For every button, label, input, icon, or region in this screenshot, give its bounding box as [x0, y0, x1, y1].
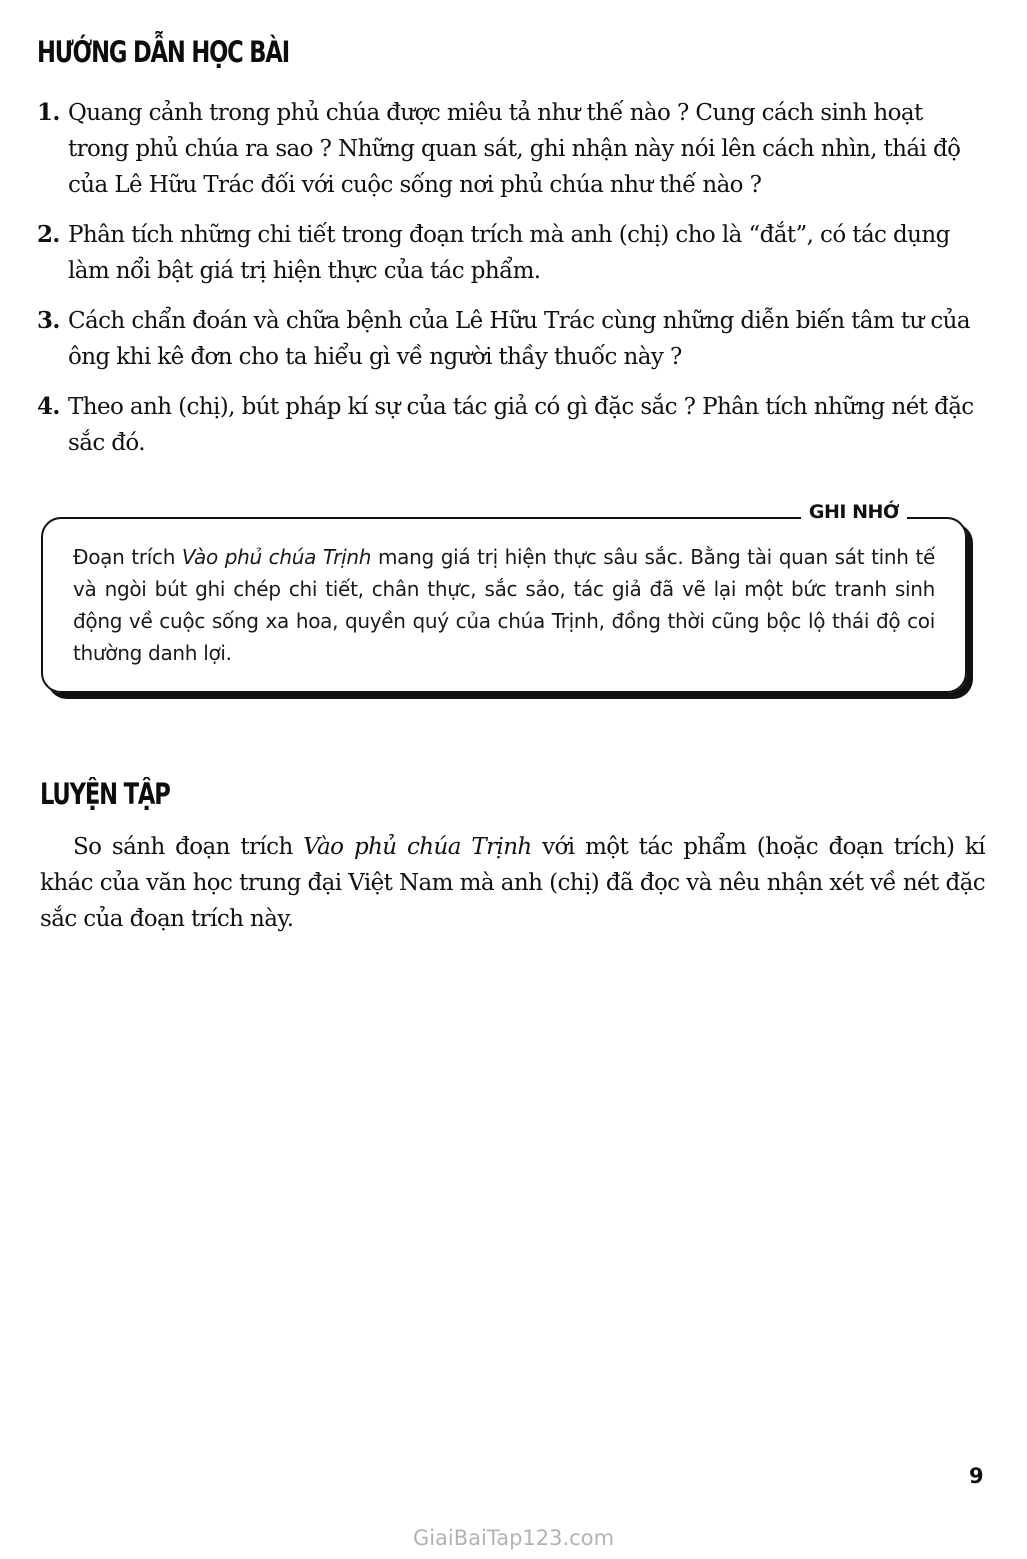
memo-box [41, 501, 977, 703]
question-item [37, 389, 987, 461]
question-item [37, 95, 987, 203]
question-item [37, 303, 987, 375]
practice-body: với một tác phẩm (hoặc đoạn trích) kí khác của văn học trung đại Việt Nam mà anh (chị) đã đọc và nêu nhận xét về nét đặc sắc của đoạn trích này. [40, 834, 985, 932]
question-text: Theo anh (chị), bút pháp kí sự của tác giả có gì đặc sắc ? Phân tích những nét đặc sắc đó. [68, 394, 974, 456]
practice-paragraph [40, 829, 985, 937]
watermark: GiaiBaiTap123.com [412, 1526, 615, 1550]
question-text: Phân tích những chi tiết trong đoạn trích mà anh (chị) cho là “đắt”, có tác dụng làm nổi bật giá trị hiện thực của tác phẩm. [68, 222, 950, 284]
memo-text [73, 541, 935, 669]
question-number: 1. [37, 99, 60, 126]
practice-intro: So sánh đoạn trích [73, 834, 304, 860]
question-number: 4. [37, 393, 60, 420]
practice-work-title: Vào phủ chúa Trịnh [303, 834, 532, 860]
question-text: Cách chẩn đoán và chữa bệnh của Lê Hữu Trác cùng những diễn biến tâm tư của ông khi kê đơn cho ta hiểu gì về người thầy thuốc này ? [68, 308, 970, 370]
memo-work-title: Vào phủ chúa Trịnh [181, 545, 372, 569]
question-number: 3. [37, 307, 60, 334]
page-number: 9 [969, 1464, 984, 1488]
section-title-guide: HƯỚNG DẪN HỌC BÀI [37, 35, 289, 69]
section-title-practice: LUYỆN TẬP [40, 777, 170, 811]
question-item [37, 217, 987, 289]
question-list [37, 95, 987, 475]
memo-label: GHI NHỚ [801, 501, 907, 523]
question-number: 2. [37, 221, 60, 248]
question-text: Quang cảnh trong phủ chúa được miêu tả như thế nào ? Cung cách sinh hoạt trong phủ chúa ra sao ? Những quan sát, ghi nhận này nói lên cách nhìn, thái độ của Lê Hữu Trác đối với cuộc sống nơi phủ chúa như thế nào ? [68, 100, 961, 198]
memo-body: mang giá trị hiện thực sâu sắc. Bằng tài quan sát tinh tế và ngòi bút ghi chép chi tiết, chân thực, sắc sảo, tác giả đã vẽ lại một bức tranh sinh động về cuộc sống xa hoa, quyền quý của chúa Trịnh, đồng thời cũng bộc lộ thái độ coi thường danh lợi. [73, 545, 935, 665]
memo-intro: Đoạn trích [73, 545, 182, 569]
